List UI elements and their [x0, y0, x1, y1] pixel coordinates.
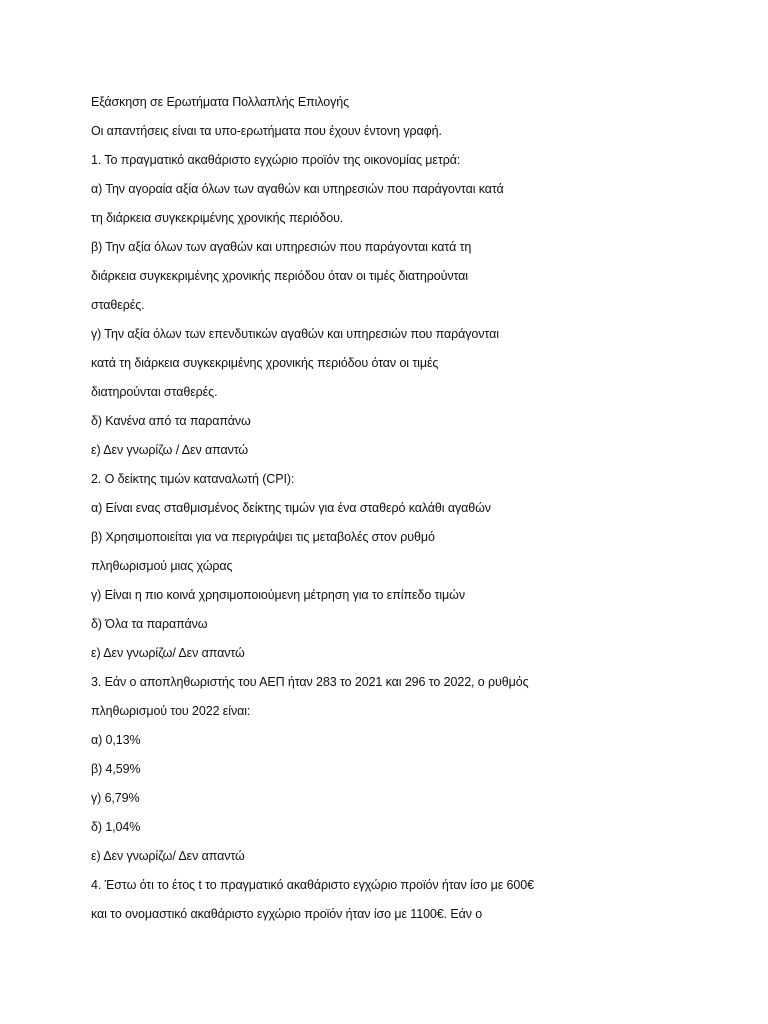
q3-option-c: γ) 6,79%: [91, 791, 140, 805]
document-title: Εξάσκηση σε Ερωτήματα Πολλαπλής Επιλογής: [91, 95, 350, 109]
q3-option-d: δ) 1,04%: [91, 820, 141, 834]
question-4: 4. Έστω ότι το έτος t το πραγματικό ακαθάριστο εγχώριο προϊόν ήταν ίσο με 600€: [91, 878, 534, 892]
question-3: 3. Εάν ο αποπληθωριστής του ΑΕΠ ήταν 283 το 2021 και 296 το 2022, ο ρυθμός: [91, 675, 529, 689]
q2-option-d: δ) Όλα τα παραπάνω: [91, 617, 208, 631]
question-4-cont: και το ονομαστικό ακαθάριστο εγχώριο προϊόν ήταν ίσο με 1100€. Εάν ο: [91, 907, 483, 921]
q1-option-d: δ) Κανένα από τα παραπάνω: [91, 414, 251, 428]
q2-option-a: α) Είναι ενας σταθμισμένος δείκτης τιμών για ένα σταθερό καλάθι αγαθών: [91, 501, 491, 515]
q1-option-a: α) Την αγοραία αξία όλων των αγαθών και υπηρεσιών που παράγονται κατά: [91, 182, 504, 196]
instructions-line: Οι απαντήσεις είναι τα υπο-ερωτήματα που έχουν έντονη γραφή.: [91, 124, 442, 138]
q3-option-a: α) 0,13%: [91, 733, 141, 747]
q3-option-b: β) 4,59%: [91, 762, 141, 776]
q1-option-b: β) Την αξία όλων των αγαθών και υπηρεσιών που παράγονται κατά τη: [91, 240, 472, 254]
q1-option-b-cont-2: σταθερές.: [91, 298, 145, 312]
q2-option-b-cont: πληθωρισμού μιας χώρας: [91, 559, 233, 573]
question-3-cont: πληθωρισμού του 2022 είναι:: [91, 704, 251, 718]
q1-option-c: γ) Την αξία όλων των επενδυτικών αγαθών και υπηρεσιών που παράγονται: [91, 327, 499, 341]
q1-option-a-cont: τη διάρκεια συγκεκριμένης χρονικής περιόδου.: [91, 211, 344, 225]
q1-option-e: ε) Δεν γνωρίζω / Δεν απαντώ: [91, 443, 249, 457]
q3-option-e: ε) Δεν γνωρίζω/ Δεν απαντώ: [91, 849, 245, 863]
q2-option-c: γ) Είναι η πιο κοινά χρησιμοποιούμενη μέτρηση για το επίπεδο τιμών: [91, 588, 465, 602]
question-2: 2. Ο δείκτης τιμών καταναλωτή (CPI):: [91, 472, 295, 486]
q1-option-c-cont-2: διατηρούνται σταθερές.: [91, 385, 218, 399]
q2-option-b: β) Χρησιμοποιείται για να περιγράψει τις μεταβολές στον ρυθμό: [91, 530, 435, 544]
q1-option-b-cont: διάρκεια συγκεκριμένης χρονικής περιόδου όταν οι τιμές διατηρούνται: [91, 269, 468, 283]
q2-option-e: ε) Δεν γνωρίζω/ Δεν απαντώ: [91, 646, 245, 660]
question-1: 1. Το πραγματικό ακαθάριστο εγχώριο προϊόν της οικονομίας μετρά:: [91, 153, 461, 167]
q1-option-c-cont: κατά τη διάρκεια συγκεκριμένης χρονικής περιόδου όταν οι τιμές: [91, 356, 439, 370]
document-body: [91, 92, 731, 933]
